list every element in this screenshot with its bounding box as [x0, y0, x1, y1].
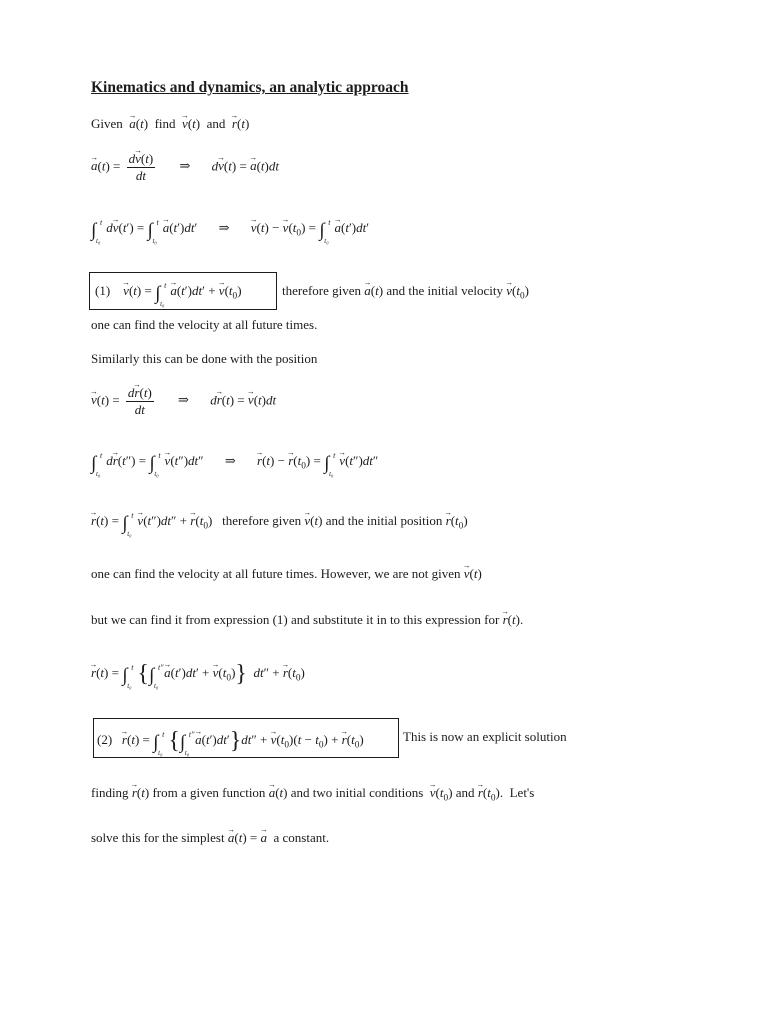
equation-1: (1) → v(t) = ∫ t t₀ → a(t′)dt′ + → $v(t_0)$ — [95, 283, 242, 303]
finding-text-d: and — [455, 785, 475, 800]
therefore-given-text-2: therefore given — [222, 513, 302, 528]
intro-line: Given → a(t) find → v(t) and → r(t) — [91, 116, 249, 132]
equation-velocity-definition: → v(t) = $\frac{d\to r(t)}{dt}$ ⇒ d→ r(t) = → v(t)dt — [91, 385, 276, 418]
equation-velocity-integral: ∫ t t₀ d→ v(t′) = ∫ t t₀ → a(t′)dt′ ⇒ → v(t) − → $v(t_0)$ = ∫ t t₀ → a(t′)dt′ — [91, 220, 369, 240]
initial-velocity-text: and the initial velocity — [386, 283, 503, 298]
therefore-given-text: therefore given — [282, 283, 362, 298]
initial-position-text: and the initial position — [325, 513, 443, 528]
finding-text-e: Let's — [509, 785, 535, 800]
equation-substituted: → r(t) = ∫ t t₀ {∫ t″ t₀ → a(t′)dt′ + → $v(t_0)$} dt″ + → $r(t_0)$ — [91, 662, 305, 686]
equation-2: (2) → r(t) = ∫ t t₀ {∫ t″ t₀ → a(t′)dt′}dt″ + → $v(t_0)(t - t_0)$ + → $r(t_0)$ — [97, 729, 364, 753]
find-word: find — [154, 116, 176, 131]
equation-accel-definition: → a(t) = $\frac{d\to v(t)}{dt}$ ⇒ d→ v(t) = → a(t)dt — [91, 151, 279, 184]
equation-1-explanation: therefore given → a(t) and the initial velocity → $v(t_0)$ — [282, 283, 529, 302]
equation-position-integral: ∫ t t₀ d→ r(t″) = ∫ t t₀ → v(t″)dt″ ⇒ → r(t) − → $r(t_0)$ = ∫ t t₀ → v(t″)dt″ — [91, 453, 378, 473]
equation-1-label: (1) — [95, 283, 111, 298]
substitute-line: but we can find it from expression (1) and substitute it in to this expression for → r(t). — [91, 612, 523, 628]
and-word: and — [206, 116, 226, 131]
page-title: Kinematics and dynamics, an analytic approach — [91, 79, 409, 96]
substitute-text: but we can find it from expression (1) and substitute it in to this expression for — [91, 612, 500, 627]
similarly-line: Similarly this can be done with the position — [91, 351, 318, 366]
solve-line: solve this for the simplest → a(t) = → a a constant. — [91, 830, 329, 846]
finding-text-c: and two initial conditions — [290, 785, 424, 800]
velocity-line: one can find the velocity at all future times. — [91, 317, 318, 332]
finding-text-b: from a given function — [152, 785, 266, 800]
equation-2-label: (2) — [97, 732, 113, 747]
solve-text-b: a constant. — [273, 830, 330, 845]
not-given-line: one can find the velocity at all future times. However, we are not given → v(t) — [91, 566, 482, 582]
equation-2-explanation: This is now an explicit solution — [403, 729, 567, 744]
solve-text-a: solve this for the simplest — [91, 830, 225, 845]
given-word: Given — [91, 116, 123, 131]
finding-line: finding → r(t) from a given function → a(t) and two initial conditions → $v(t_0)$ and → $r(t_0)$. Let's — [91, 785, 534, 804]
equation-position-solution: → r(t) = ∫ t t₀ → v(t″)dt″ + → $r(t_0)$ therefore given → v(t) and the initial position → $r(t_0)$ — [91, 513, 468, 533]
not-given-text: one can find the velocity at all future times. However, we are not given — [91, 566, 461, 581]
finding-text-a: finding — [91, 785, 129, 800]
